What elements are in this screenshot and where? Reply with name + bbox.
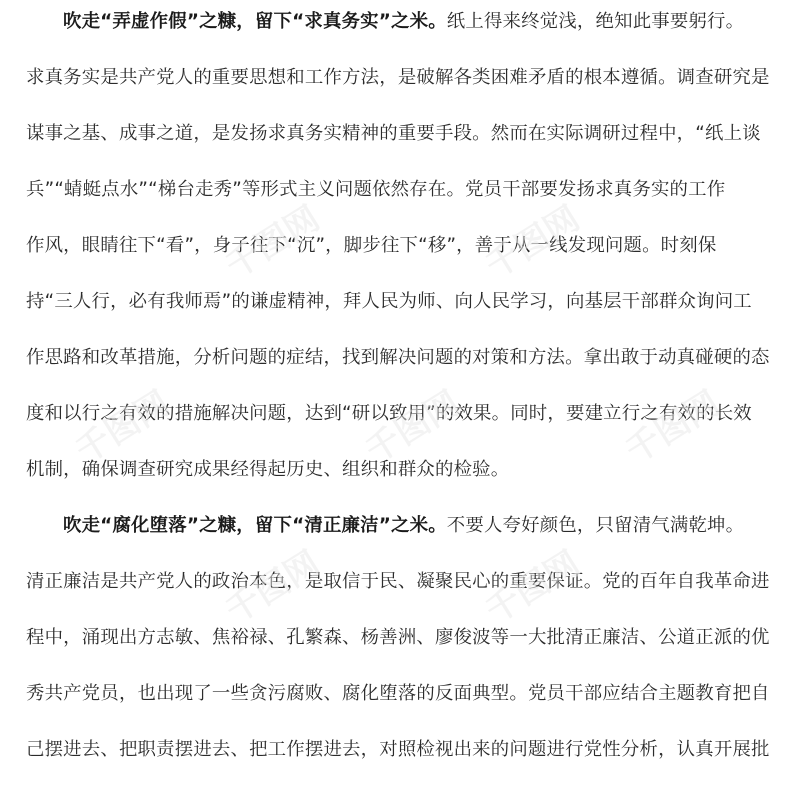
paragraph-2-first-line bbox=[26, 514, 800, 538]
paragraph-text-line: 秀共产党员，也出现了一些贪污腐败、腐化堕落的反面典型。党员干部应结合主题教育把自 bbox=[26, 683, 770, 704]
paragraph-text-line: 谋事之基、成事之道，是发扬求真务实精神的重要手段。然而在实际调研过程中，“纸上谈 bbox=[26, 123, 761, 144]
paragraph-text-line: 己摆进去、把职责摆进去、把工作摆进去，对照检视出来的问题进行党性分析，认真开展批 bbox=[26, 739, 770, 760]
paragraph-text-line: 持“三人行，必有我师焉”的谦虚精神，拜人民为师、向人民学习，向基层干部群众询问工 bbox=[26, 291, 752, 312]
paragraph-text-line: 程中，涌现出方志敏、焦裕禄、孔繁森、杨善洲、廖俊波等一大批清正廉洁、公道正派的优 bbox=[26, 627, 770, 648]
paragraph-1-heading: 吹走“弄虚作假”之糠，留下“求真务实”之米。 bbox=[63, 11, 447, 32]
paragraph-text-line: 求真务实是共产党人的重要思想和工作方法，是破解各类困难矛盾的根本遵循。调查研究是 bbox=[26, 67, 770, 88]
watermark: 千图网 bbox=[359, 383, 467, 472]
watermark: 千图网 bbox=[619, 383, 727, 472]
paragraph-text-line: 作思路和改革措施，分析问题的症结，找到解决问题的对策和方法。拿出敢于动真碰硬的态 bbox=[26, 347, 770, 368]
paragraph-2-heading: 吹走“腐化堕落”之糠，留下“清正廉洁”之米。 bbox=[63, 515, 447, 536]
watermark: 千图网 bbox=[219, 198, 327, 287]
paragraph-text-line: 机制，确保调查研究成果经得起历史、组织和群众的检验。 bbox=[26, 459, 510, 480]
watermark: 千图网 bbox=[479, 543, 587, 632]
paragraph-text-line: 纸上得来终觉浅，绝知此事要躬行。 bbox=[446, 11, 745, 32]
watermark: 千图网 bbox=[69, 383, 177, 472]
paragraph-text-line: 作风，眼睛往下“看”，身子往下“沉”，脚步往下“移”，善于从一线发现问题。时刻保 bbox=[26, 235, 717, 256]
paragraph-text-line: 不要人夸好颜色，只留清气满乾坤。 bbox=[446, 515, 745, 536]
watermark: 千图网 bbox=[479, 198, 587, 287]
paragraph-text-line: 度和以行之有效的措施解决问题，达到“研以致用”的效果。同时，要建立行之有效的长效 bbox=[26, 403, 752, 424]
watermark: 千图网 bbox=[219, 543, 327, 632]
paragraph-text-line: 清正廉洁是共产党人的政治本色，是取信于民、凝聚民心的重要保证。党的百年自我革命进 bbox=[26, 571, 770, 592]
paragraph-text-line: 兵”“蜻蜓点水”“梯台走秀”等形式主义问题依然存在。党员干部要发扬求真务实的工作 bbox=[26, 179, 726, 200]
paragraph-1-first-line bbox=[26, 10, 800, 34]
